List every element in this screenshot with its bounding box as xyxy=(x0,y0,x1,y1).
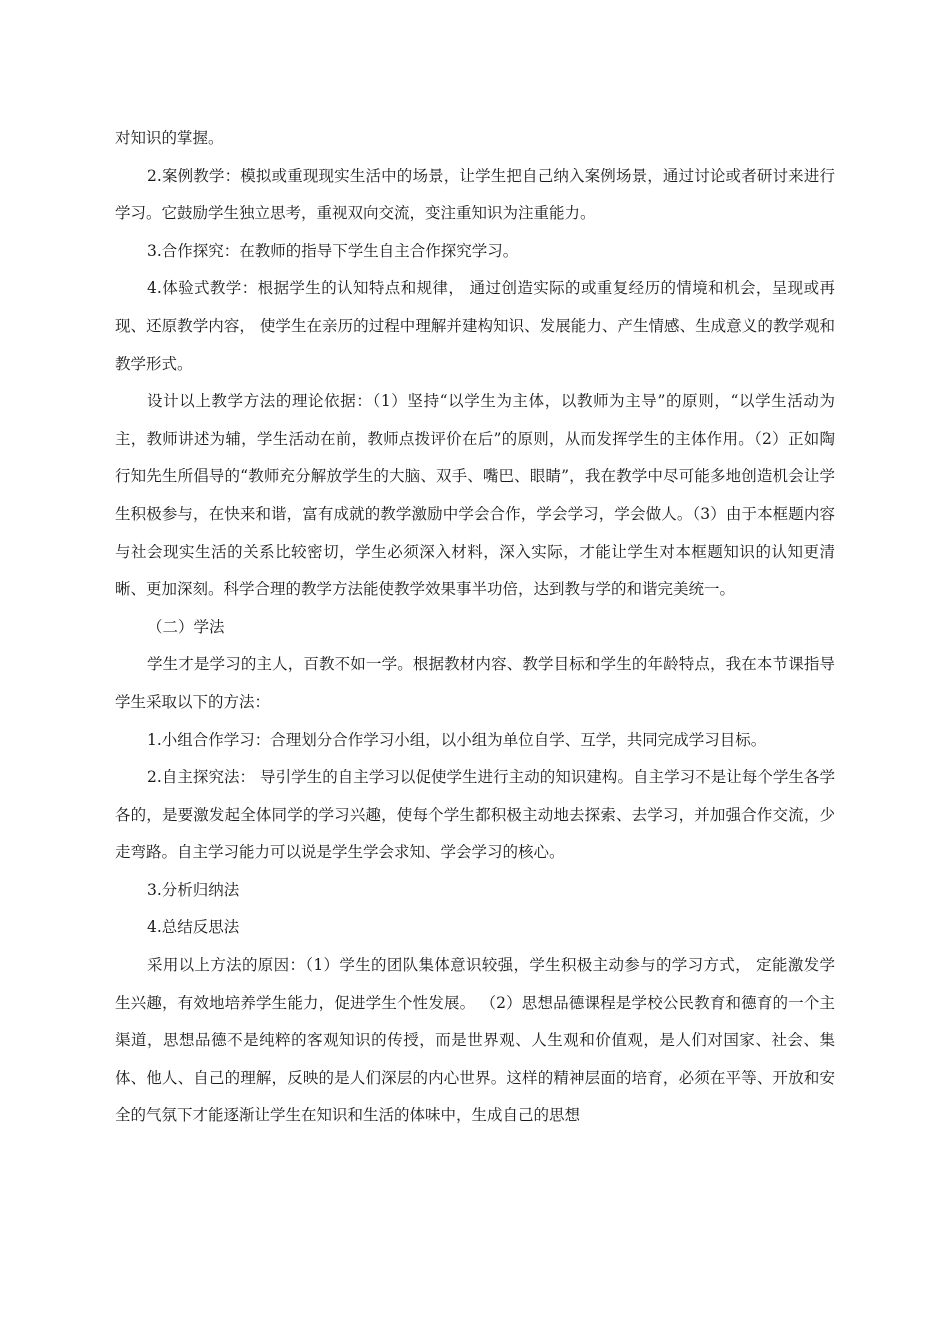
section-heading-learning-methods: （二）学法 xyxy=(147,617,225,636)
paragraph-cooperative-inquiry: 3.合作探究：在教师的指导下学生自主合作探究学习。 xyxy=(147,241,519,260)
paragraph-reflection-method: 4.总结反思法 xyxy=(147,918,240,937)
paragraph-case-teaching: 2.案例教学：模拟或重现现实生活中的场景，让学生把自己纳入案例场景，通过讨论或者研讨来进行学习。它鼓励学生独立思考，重视双向交流，变注重知识为注重能力。 xyxy=(115,166,835,223)
paragraph-group-learning: 1.小组合作学习：合理划分合作学习小组，以小组为单位自学、互学，共同完成学习目标。 xyxy=(147,730,767,749)
document-body xyxy=(115,120,835,1135)
paragraph-1: 对知识的掌握。 xyxy=(115,129,224,147)
paragraph-analysis-method: 3.分析归纳法 xyxy=(147,880,240,899)
paragraph-reasons: 采用以上方法的原因：（1）学生的团队集体意识较强，学生积极主动参与的学习方式， 定能激发学生兴趣，有效地培养学生能力，促进学生个性发展。 （2）思想品德课程是学校公民教育和德育的一个主渠道，思想品德不是纯粹的客观知识的传授，而是世界观、人生观和价值观，是人们对国家、社会、集体、他人、自己的理解，反映的是人们深层的内心世界。这样的精神层面的培育，必须在平等、开放和安全的气氛下才能逐渐让学生在知识和生活的体味中，生成自己的思想 xyxy=(115,956,835,1125)
paragraph-experiential-teaching: 4.体验式教学：根据学生的认知特点和规律， 通过创造实际的或重复经历的情境和机会，呈现或再现、还原教学内容， 使学生在亲历的过程中理解并建构知识、发展能力、产生情感、生成意义的教学观和教学形式。 xyxy=(115,279,835,373)
paragraph-self-inquiry: 2.自主探究法： 导引学生的自主学习以促使学生进行主动的知识建构。自主学习不是让每个学生各学各的，是要激发起全体同学的学习兴趣，使每个学生都积极主动地去探索、去学习，并加强合作交流，少走弯路。自主学习能力可以说是学生学会求知、学会学习的核心。 xyxy=(115,768,835,862)
paragraph-theory-basis: 设计以上教学方法的理论依据：（1）坚持“以学生为主体，以教师为主导”的原则，“以学生活动为主，教师讲述为辅，学生活动在前，教师点拨评价在后”的原则，从而发挥学生的主体作用。（2）正如陶行知先生所倡导的“教师充分解放学生的大脑、双手、嘴巴、眼睛”，我在教学中尽可能多地创造机会让学生积极参与，在快来和谐，富有成就的教学激励中学会合作，学会学习，学会做人。（3）由于本框题内容与社会现实生活的关系比较密切，学生必须深入材料，深入实际，才能让学生对本框题知识的认知更清晰、更加深刻。科学合理的教学方法能使教学效果事半功倍，达到教与学的和谐完美统一。 xyxy=(115,392,835,599)
paragraph-learning-intro: 学生才是学习的主人，百教不如一学。根据教材内容、教学目标和学生的年龄特点，我在本节课指导学生采取以下的方法： xyxy=(115,655,835,711)
